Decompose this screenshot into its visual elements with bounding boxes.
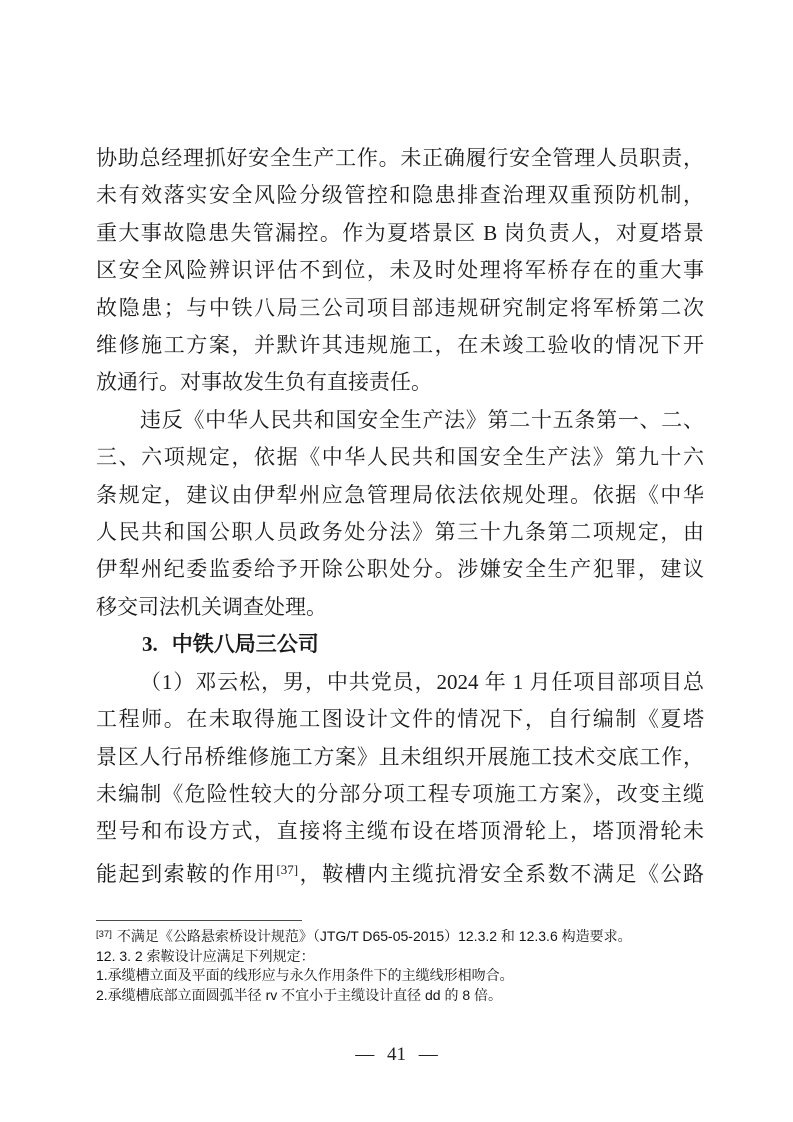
footnote-separator [96,920,302,921]
footnote-block [96,925,708,1005]
section-heading [96,626,704,663]
paragraph-line: 违反《中华人民共和国安全生产法》第二十五条第一、二、 [140,407,704,432]
paragraph-line-with-footnote-ref [96,851,704,893]
paragraph-line: 工程师。在未取得施工图设计文件的情况下，自行编制《夏塔 [96,707,704,732]
paragraph-line: 协助总经理抓好安全生产工作。未正确履行安全管理人员职责， [96,146,704,170]
body-text-block [96,140,704,893]
page-number: — 41 — [355,1044,438,1065]
paragraph-line: 放通行。对事故发生负有直接责任。 [96,370,432,395]
paragraph-line: 重大事故隐患失管漏控。作为夏塔景区 B 岗负责人，对夏塔景 [96,220,704,245]
footnote-line [96,925,708,947]
paragraph-line: 移交司法机关调查处理。 [96,594,327,619]
footnote-line: 2.承缆槽底部立面圆弧半径 rv 不宜小于主缆设计直径 dd 的 8 倍。 [96,986,503,1003]
footnote-line: 12. 3. 2 索鞍设计应满足下列规定： [96,947,315,964]
paragraph-line: 伊犁州纪委监委给予开除公职处分。涉嫌安全生产犯罪，建议 [96,557,704,582]
footnote-marker: [37] [96,929,112,940]
paragraph-line: 区安全风险辨识评估不到位，未及时处理将军桥存在的重大事 [96,258,704,283]
section-heading-number: 3. [142,632,158,657]
paragraph-text-segment: 能起到索鞍的作用 [96,861,277,886]
paragraph-line: 景区人行吊桥维修施工方案》且未组织开展施工技术交底工作， [96,744,704,769]
paragraph-line: 维修施工方案，并默许其违规施工，在未竣工验收的情况下开 [96,333,704,358]
paragraph-text-segment: ，鞍槽内主缆抗滑安全系数不满足《公路 [298,861,705,886]
paragraph-line: 三、六项规定，依据《中华人民共和国安全生产法》第九十六 [96,445,704,470]
paragraph-line: 条规定，建议由伊犁州应急管理局依法依规处理。依据《中华 [96,482,704,507]
paragraph-line: 未有效落实安全风险分级管控和隐患排查治理双重预防机制， [96,183,704,208]
paragraph-line: 故隐患；与中铁八局三公司项目部违规研究制定将军桥第二次 [96,295,704,320]
paragraph-line: 未编制《危险性较大的分部分项工程专项施工方案》，改变主缆 [96,781,704,806]
footnote-text: 不满足《公路悬索桥设计规范》（JTG/T D65-05-2015）12.3.2 和 12.3.6 构造要求。 [116,928,632,944]
paragraph-line: 人民共和国公职人员政务处分法》第三十九条第二项规定，由 [96,520,704,545]
paragraph-line: （1）邓云松，男，中共党员，2024 年 1 月任项目部项目总 [140,669,704,694]
section-heading-title: 中铁八局三公司 [171,632,319,657]
footnote-line: 1.承缆槽立面及平面的线形应与永久作用条件下的主缆线形相吻合。 [96,967,514,983]
paragraph-line: 型号和布设方式，直接将主缆布设在塔顶滑轮上，塔顶滑轮未 [96,819,704,844]
footnote-ref-superscript: [37] [276,861,299,877]
